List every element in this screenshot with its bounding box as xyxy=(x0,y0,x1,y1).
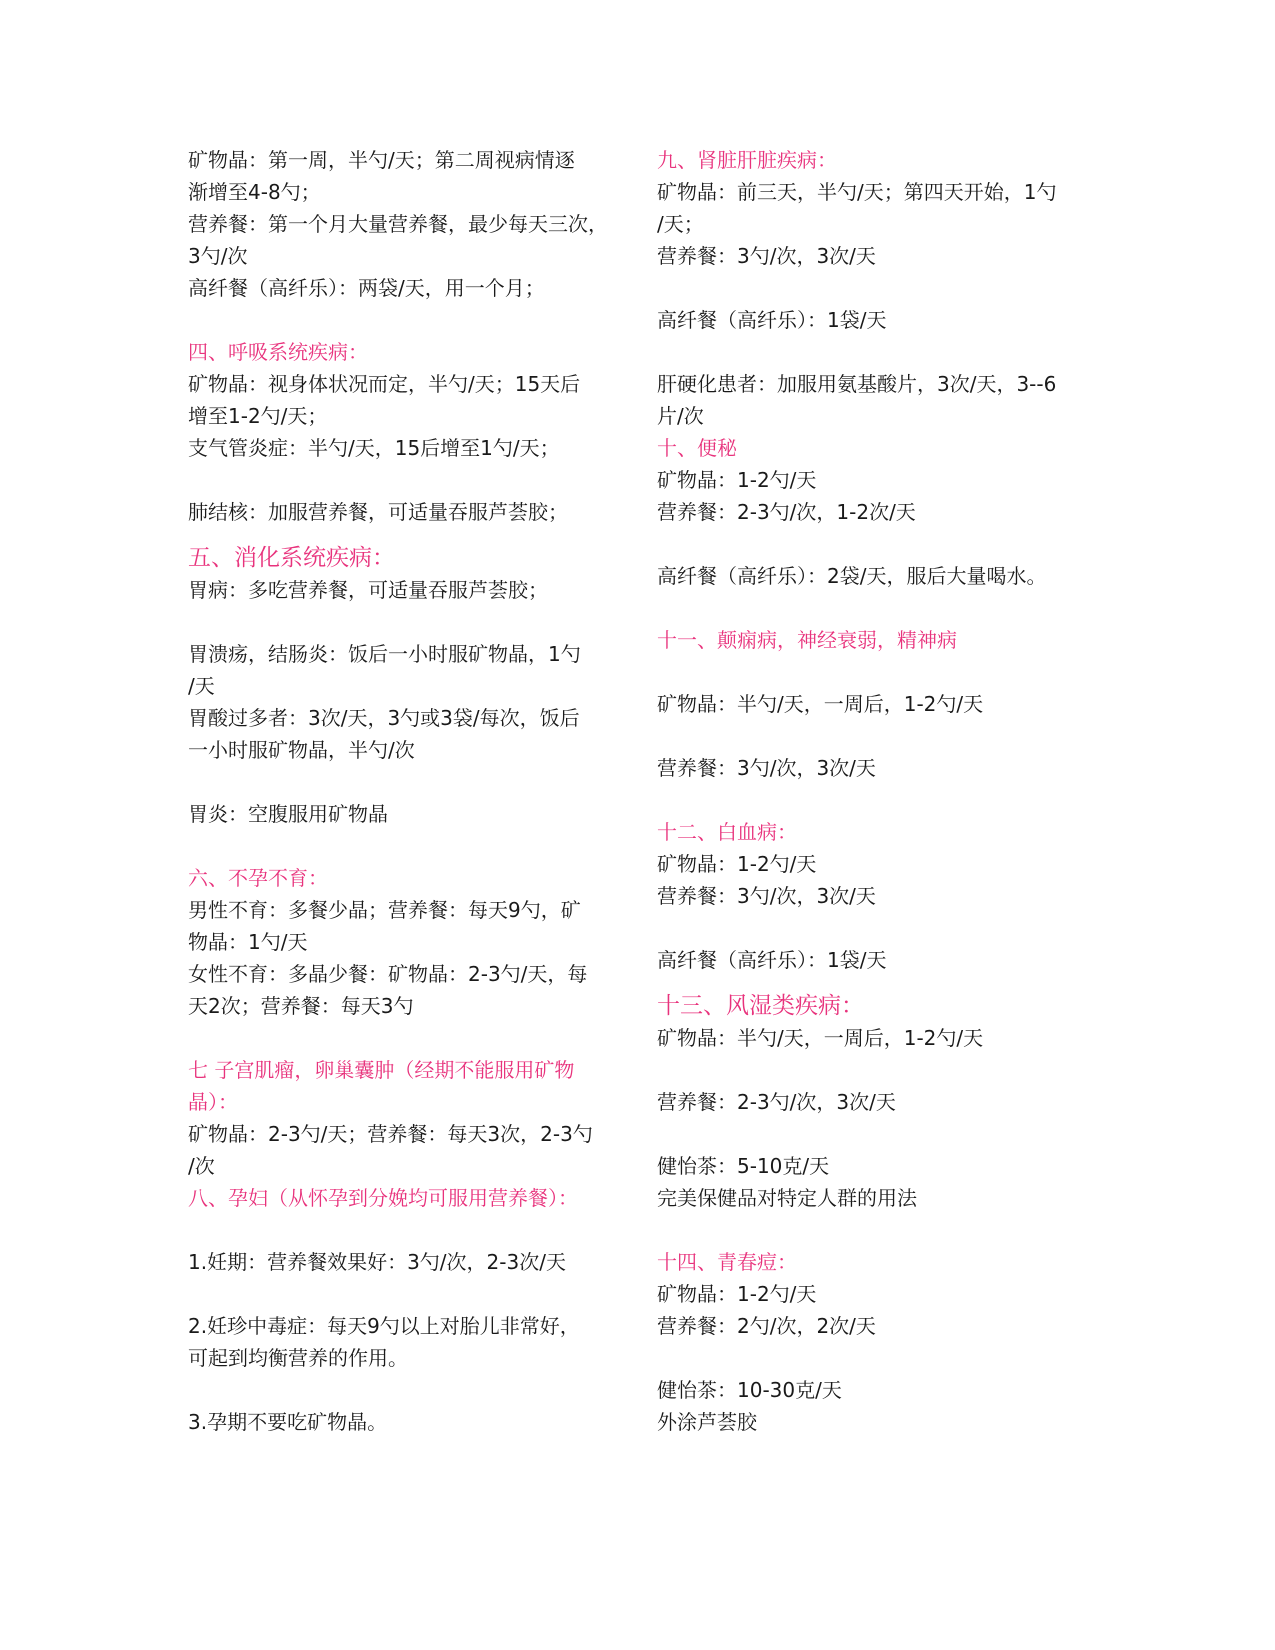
section-heading: 十、便秘 xyxy=(657,436,737,460)
text-line: 矿物晶：半勺/天，一周后，1-2勺/天 xyxy=(657,1026,984,1050)
blank-line xyxy=(188,1278,608,1310)
text-line: 高纤餐（高纤乐）：1袋/天 xyxy=(657,308,887,332)
text-line: 矿物晶：前三天，半勺/天；第四天开始，1勺 xyxy=(657,180,1057,204)
blank-line xyxy=(657,272,1077,304)
text-line: 可起到均衡营养的作用。 xyxy=(188,1346,408,1370)
blank-line xyxy=(188,830,608,862)
blank-line xyxy=(657,720,1077,752)
text-line: /天； xyxy=(657,212,704,236)
blank-line xyxy=(188,1022,608,1054)
text-line: 胃病：多吃营养餐，可适量吞服芦荟胶； xyxy=(188,578,548,602)
blank-line xyxy=(657,528,1077,560)
text-line: 营养餐：2-3勺/次，3次/天 xyxy=(657,1090,896,1114)
text-line: 营养餐：3勺/次，3次/天 xyxy=(657,884,876,908)
text-line: 天2次；营养餐：每天3勺 xyxy=(188,994,414,1018)
section-heading: 晶）： xyxy=(188,1090,238,1114)
section-heading: 八、孕妇（从怀孕到分娩均可服用营养餐）： xyxy=(188,1186,578,1210)
text-line: 健怡茶：5-10克/天 xyxy=(657,1154,830,1178)
text-line: 营养餐：第一个月大量营养餐，最少每天三次， xyxy=(188,212,608,236)
text-line: /天 xyxy=(188,674,215,698)
text-line: 矿物晶：半勺/天，一周后，1-2勺/天 xyxy=(657,692,984,716)
section-heading: 九、肾脏肝脏疾病： xyxy=(657,148,837,172)
text-line: 一小时服矿物晶，半勺/次 xyxy=(188,738,415,762)
section-heading: 六、不孕不育： xyxy=(188,866,328,890)
section-heading: 五、消化系统疾病： xyxy=(188,545,395,571)
spacer xyxy=(657,976,1077,990)
text-line: 营养餐：3勺/次，3次/天 xyxy=(657,244,876,268)
text-line: 肝硬化患者：加服用氨基酸片，3次/天，3--6 xyxy=(657,372,1057,396)
text-line: 矿物晶：1-2勺/天 xyxy=(657,852,817,876)
blank-line xyxy=(657,336,1077,368)
text-line: 健怡茶：10-30克/天 xyxy=(657,1378,842,1402)
text-line: 物晶：1勺/天 xyxy=(188,930,308,954)
section-heading: 十四、青春痘： xyxy=(657,1250,797,1274)
text-line: 2.妊珍中毒症：每天9勺以上对胎儿非常好， xyxy=(188,1314,580,1338)
text-line: 营养餐：2勺/次，2次/天 xyxy=(657,1314,876,1338)
text-line: 胃酸过多者：3次/天，3勺或3袋/每次，饭后 xyxy=(188,706,580,730)
spacer xyxy=(188,528,608,542)
text-line: 3.孕期不要吃矿物晶。 xyxy=(188,1410,388,1434)
text-line: 高纤餐（高纤乐）：2袋/天，服后大量喝水。 xyxy=(657,564,1047,588)
text-line: 胃溃疡，结肠炎：饭后一小时服矿物晶，1勺 xyxy=(188,642,581,666)
text-line: 完美保健品对特定人群的用法 xyxy=(657,1186,917,1210)
blank-line xyxy=(657,784,1077,816)
text-line: 矿物晶：1-2勺/天 xyxy=(657,1282,817,1306)
text-line: 1.妊期：营养餐效果好：3勺/次，2-3次/天 xyxy=(188,1250,566,1274)
blank-line xyxy=(657,1342,1077,1374)
blank-line xyxy=(188,606,608,638)
text-line: 矿物晶：第一周，半勺/天；第二周视病情逐 xyxy=(188,148,575,172)
text-line: 渐增至4-8勺； xyxy=(188,180,321,204)
text-line: 女性不育：多晶少餐：矿物晶：2-3勺/天，每 xyxy=(188,962,588,986)
right-column xyxy=(657,144,1077,1438)
blank-line xyxy=(657,1054,1077,1086)
text-line: 营养餐：3勺/次，3次/天 xyxy=(657,756,876,780)
blank-line xyxy=(657,1118,1077,1150)
text-line: 肺结核：加服营养餐，可适量吞服芦荟胶； xyxy=(188,500,568,524)
blank-line xyxy=(657,592,1077,624)
blank-line xyxy=(657,656,1077,688)
text-line: /次 xyxy=(188,1154,215,1178)
text-line: 男性不育：多餐少晶；营养餐：每天9勺，矿 xyxy=(188,898,581,922)
text-line: 3勺/次 xyxy=(188,244,248,268)
section-heading: 十三、风湿类疾病： xyxy=(657,993,864,1019)
text-line: 矿物晶：1-2勺/天 xyxy=(657,468,817,492)
blank-line xyxy=(188,464,608,496)
blank-line xyxy=(188,1214,608,1246)
blank-line xyxy=(657,912,1077,944)
text-line: 支气管炎症：半勺/天，15后增至1勺/天； xyxy=(188,436,560,460)
text-line: 增至1-2勺/天； xyxy=(188,404,328,428)
left-column xyxy=(188,144,608,1438)
text-line: 高纤餐（高纤乐）：1袋/天 xyxy=(657,948,887,972)
section-heading: 四、呼吸系统疾病： xyxy=(188,340,368,364)
blank-line xyxy=(188,1374,608,1406)
text-line: 矿物晶：2-3勺/天；营养餐：每天3次，2-3勺 xyxy=(188,1122,593,1146)
section-heading: 七 子宫肌瘤，卵巢囊肿（经期不能服用矿物 xyxy=(188,1058,575,1082)
text-line: 矿物晶：视身体状况而定，半勺/天；15天后 xyxy=(188,372,581,396)
section-heading: 十二、白血病： xyxy=(657,820,797,844)
text-line: 片/次 xyxy=(657,404,704,428)
section-heading: 十一、颠痫病，神经衰弱，精神病 xyxy=(657,628,957,652)
blank-line xyxy=(188,766,608,798)
text-line: 营养餐：2-3勺/次，1-2次/天 xyxy=(657,500,916,524)
text-line: 外涂芦荟胶 xyxy=(657,1410,757,1434)
text-line: 胃炎：空腹服用矿物晶 xyxy=(188,802,388,826)
blank-line xyxy=(657,1214,1077,1246)
text-line: 高纤餐（高纤乐）：两袋/天，用一个月； xyxy=(188,276,545,300)
blank-line xyxy=(188,304,608,336)
